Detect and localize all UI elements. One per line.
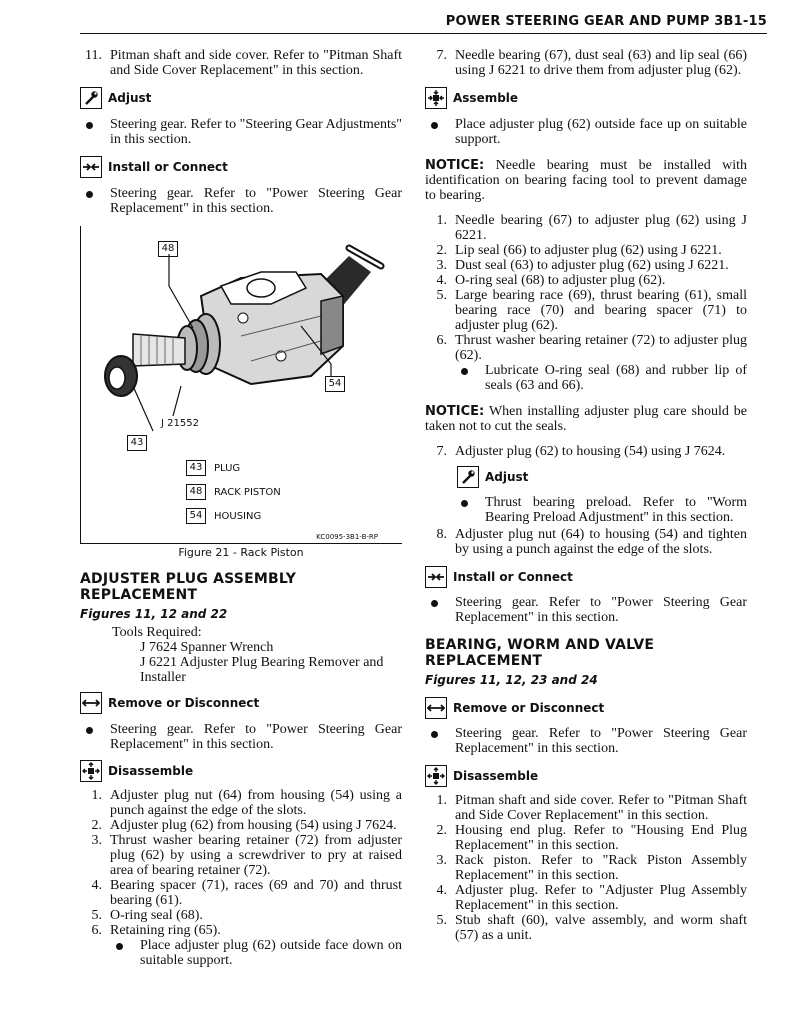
header-rule xyxy=(80,33,767,34)
list-item xyxy=(80,788,402,818)
disassemble-heading xyxy=(425,765,747,787)
notice-key: NOTICE: xyxy=(425,404,485,419)
item-number: 6. xyxy=(436,333,447,348)
bullet-text: Lubricate O-ring seal (68) and rubber lip of seals (63 and 66). xyxy=(485,363,747,393)
legend-number: 48 xyxy=(186,484,206,500)
notice xyxy=(425,404,747,434)
item-number: 6. xyxy=(91,923,102,938)
install-heading xyxy=(425,566,747,588)
tool-item: J 6221 Adjuster Plug Bearing Remover and Installer xyxy=(140,655,384,685)
install-arrows-icon xyxy=(425,566,447,588)
assemble-heading xyxy=(425,87,747,109)
heading-label: Remove or Disconnect xyxy=(453,701,605,715)
notice-key: NOTICE: xyxy=(425,158,485,173)
item-text: Large bearing race (69), thrust bearing (61), small bearing race (70) and bearing spacer (71) to adjuster plug (62). xyxy=(455,288,747,333)
heading-label: Install or Connect xyxy=(108,160,228,174)
item-number: 3. xyxy=(91,833,102,848)
remove-heading xyxy=(425,697,747,719)
item-text: Lip seal (66) to adjuster plug (62) using J 6221. xyxy=(455,243,722,258)
list-item xyxy=(425,793,747,823)
tool-item: J 7624 Spanner Wrench xyxy=(140,640,274,655)
list-item xyxy=(425,288,747,333)
bullet-dot xyxy=(116,943,123,950)
adjust-heading xyxy=(457,466,747,488)
bullet-item xyxy=(425,117,747,147)
heading-label: Disassemble xyxy=(453,769,539,783)
list-item xyxy=(425,243,747,258)
item-number: 2. xyxy=(436,243,447,258)
bullet-item xyxy=(455,495,747,525)
bullet-dot xyxy=(86,122,93,129)
callout-48: 48 xyxy=(158,241,178,257)
item-number: 1. xyxy=(436,213,447,228)
remove-arrows-icon xyxy=(80,692,102,714)
item-number: 2. xyxy=(91,818,102,833)
figure-code: KC0095-3B1-B-RP xyxy=(316,533,378,541)
item-number: 7. xyxy=(436,48,447,63)
heading-label: Install or Connect xyxy=(453,570,573,584)
item-number: 11. xyxy=(85,48,102,63)
bullet-text: Place adjuster plug (62) outside face down on suitable support. xyxy=(140,938,402,968)
legend-row xyxy=(186,508,281,524)
heading-label: Assemble xyxy=(453,91,519,105)
list-item xyxy=(80,908,402,923)
wrench-icon xyxy=(457,466,479,488)
figure-rack-piston xyxy=(80,226,402,544)
list-item xyxy=(425,48,747,78)
notice-text: When installing adjuster plug care should be taken not to cut the seals. xyxy=(425,404,748,434)
figure-legend xyxy=(186,460,281,524)
adjust-heading xyxy=(80,87,402,109)
figure-references: Figures 11, 12, 23 and 24 xyxy=(425,673,598,687)
item-text: Pitman shaft and side cover. Refer to "Pitman Shaft and Side Cover Replacement" in this section. xyxy=(110,48,402,78)
list-item xyxy=(425,913,747,943)
disassemble-icon xyxy=(80,760,102,782)
wrench-icon xyxy=(80,87,102,109)
page-header: POWER STEERING GEAR AND PUMP 3B1-15 xyxy=(445,14,767,29)
figure-caption: Figure 21 - Rack Piston xyxy=(178,546,304,559)
bullet-dot xyxy=(431,600,438,607)
list-item xyxy=(425,853,747,883)
item-text: Stub shaft (60), valve assembly, and worm shaft (57) as a unit. xyxy=(455,913,747,943)
list-item xyxy=(80,878,402,908)
heading-label: Adjust xyxy=(108,91,152,105)
legend-row xyxy=(186,460,281,476)
item-number: 7. xyxy=(436,444,447,459)
sub-bullet-item xyxy=(110,938,402,968)
section-title: ADJUSTER PLUG ASSEMBLY REPLACEMENT xyxy=(80,571,297,603)
notice-text: Needle bearing must be installed with identification on bearing facing tool to prevent damage to bearing. xyxy=(425,158,747,203)
heading-label: Remove or Disconnect xyxy=(108,696,260,710)
bullet-text: Steering gear. Refer to "Power Steering Gear Replacement" in this section. xyxy=(455,595,747,625)
list-item xyxy=(425,273,747,288)
bullet-item xyxy=(425,726,747,756)
item-text: Dust seal (63) to adjuster plug (62) using J 6221. xyxy=(455,258,729,273)
item-text: Rack piston. Refer to "Rack Piston Assembly Replacement" in this section. xyxy=(455,853,747,883)
heading-label: Adjust xyxy=(485,470,529,484)
callout-43: 43 xyxy=(127,435,147,451)
bullet-text: Steering gear. Refer to "Steering Gear Adjustments" in this section. xyxy=(110,117,402,147)
bullet-text: Steering gear. Refer to "Power Steering Gear Replacement" in this section. xyxy=(110,722,402,752)
section-title: BEARING, WORM AND VALVE REPLACEMENT xyxy=(425,637,655,669)
list-item xyxy=(80,818,402,833)
item-text: Retaining ring (65). xyxy=(110,923,221,938)
item-text: Needle bearing (67) to adjuster plug (62) using J 6221. xyxy=(455,213,747,243)
bullet-dot xyxy=(461,368,468,375)
bullet-dot xyxy=(431,731,438,738)
item-text: Pitman shaft and side cover. Refer to "Pitman Shaft and Side Cover Replacement" in this section. xyxy=(455,793,747,823)
figure-references: Figures 11, 12 and 22 xyxy=(80,607,228,621)
item-number: 3. xyxy=(436,258,447,273)
bullet-text: Steering gear. Refer to "Power Steering Gear Replacement" in this section. xyxy=(110,186,402,216)
item-text: O-ring seal (68) to adjuster plug (62). xyxy=(455,273,666,288)
item-number: 5. xyxy=(91,908,102,923)
list-item xyxy=(425,527,747,557)
remove-arrows-icon xyxy=(425,697,447,719)
disassemble-heading xyxy=(80,760,402,782)
notice xyxy=(425,158,747,203)
item-number: 2. xyxy=(436,823,447,838)
legend-number: 54 xyxy=(186,508,206,524)
assemble-list xyxy=(425,213,747,393)
list-item xyxy=(80,923,402,938)
item-number: 1. xyxy=(436,793,447,808)
item-text: Adjuster plug (62) from housing (54) using J 7624. xyxy=(110,818,397,833)
bullet-dot xyxy=(431,122,438,129)
assemble-icon xyxy=(425,87,447,109)
item-text: Needle bearing (67), dust seal (63) and lip seal (66) using J 6221 to drive them from adjuster plug (62). xyxy=(455,48,747,78)
item-text: Adjuster plug nut (64) to housing (54) and tighten by using a punch against the edge of the slots. xyxy=(455,527,747,557)
item-number: 1. xyxy=(91,788,102,803)
item-number: 4. xyxy=(436,273,447,288)
left-column xyxy=(80,48,402,968)
bullet-item xyxy=(80,117,402,147)
legend-row xyxy=(186,484,281,500)
item-number: 4. xyxy=(436,883,447,898)
install-arrows-icon xyxy=(80,156,102,178)
callout-54: 54 xyxy=(325,376,345,392)
list-item xyxy=(425,444,747,459)
disassemble-icon xyxy=(425,765,447,787)
item-text: Adjuster plug. Refer to "Adjuster Plug Assembly Replacement" in this section. xyxy=(455,883,747,913)
item-text: Bearing spacer (71), races (69 and 70) and thrust bearing (61). xyxy=(110,878,402,908)
item-text: Adjuster plug (62) to housing (54) using J 7624. xyxy=(455,444,726,459)
item-text: Thrust washer bearing retainer (72) from adjuster plug (62) by using a screwdriver to pry at raised area of bearing retainer (72). xyxy=(110,833,402,878)
list-item xyxy=(425,258,747,273)
bullet-text: Thrust bearing preload. Refer to ''Worm Bearing Preload Adjustment'' in this section. xyxy=(485,495,747,525)
list-item xyxy=(425,823,747,853)
sub-bullet-item xyxy=(455,363,747,393)
tool-label: J 21552 xyxy=(161,418,199,429)
item-text: Adjuster plug nut (64) from housing (54) using a punch against the edge of the slots. xyxy=(110,788,402,818)
tools-required xyxy=(80,625,402,685)
bullet-item xyxy=(80,186,402,216)
item-number: 5. xyxy=(436,288,447,303)
bullet-item xyxy=(80,722,402,752)
disassemble-list xyxy=(80,788,402,968)
item-text: O-ring seal (68). xyxy=(110,908,203,923)
legend-name: PLUG xyxy=(214,462,241,474)
bullet-dot xyxy=(461,500,468,507)
remove-heading xyxy=(80,692,402,714)
bullet-text: Place adjuster plug (62) outside face up on suitable support. xyxy=(455,117,747,147)
bullet-text: Steering gear. Refer to "Power Steering Gear Replacement" in this section. xyxy=(455,726,747,756)
disassemble-list xyxy=(425,793,747,943)
list-item xyxy=(425,213,747,243)
item-number: 3. xyxy=(436,853,447,868)
item-number: 4. xyxy=(91,878,102,893)
list-item xyxy=(425,883,747,913)
heading-label: Disassemble xyxy=(108,764,194,778)
legend-number: 43 xyxy=(186,460,206,476)
bullet-dot xyxy=(86,727,93,734)
item-text: Housing end plug. Refer to "Housing End Plug Replacement" in this section. xyxy=(455,823,747,853)
item-text: Thrust washer bearing retainer (72) to adjuster plug (62). xyxy=(455,333,747,363)
legend-name: HOUSING xyxy=(214,510,262,522)
list-item xyxy=(80,48,402,78)
item-number: 5. xyxy=(436,913,447,928)
bullet-dot xyxy=(86,191,93,198)
tools-label: Tools Required: xyxy=(112,625,202,640)
right-column xyxy=(425,48,747,943)
legend-name: RACK PISTON xyxy=(214,486,281,498)
install-heading xyxy=(80,156,402,178)
list-item xyxy=(425,333,747,363)
bullet-item xyxy=(425,595,747,625)
list-item xyxy=(80,833,402,878)
item-number: 8. xyxy=(436,527,447,542)
